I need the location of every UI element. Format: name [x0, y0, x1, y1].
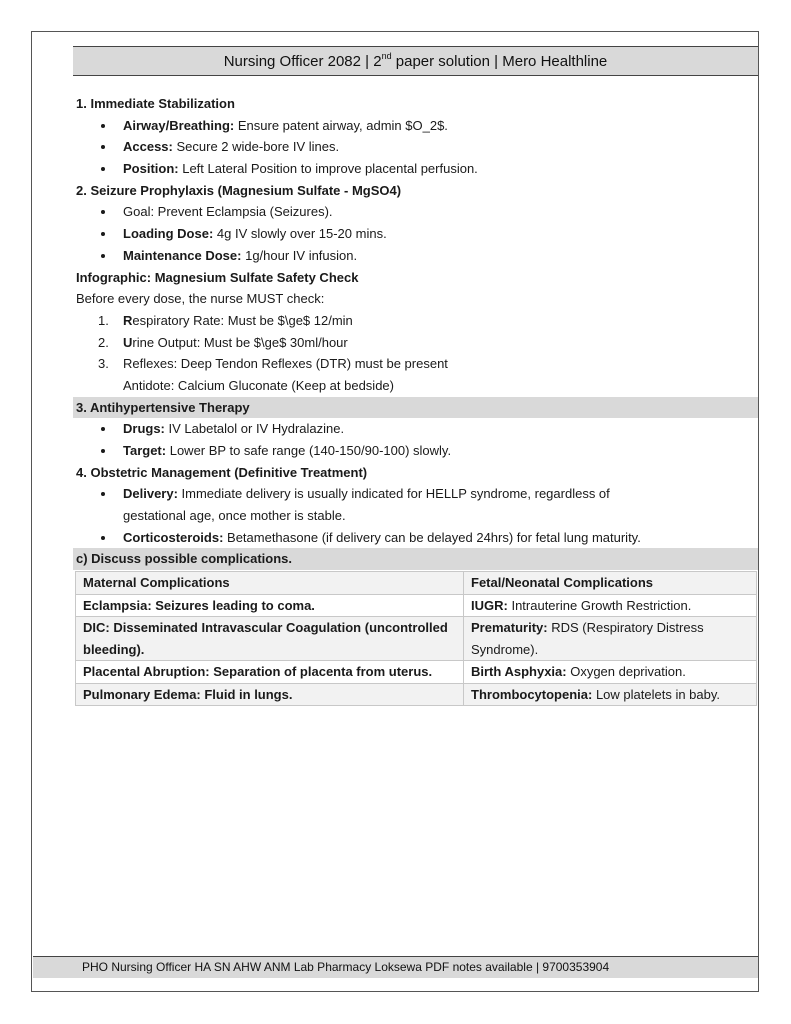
- section-heading: 3. Antihypertensive Therapy: [73, 397, 758, 419]
- check-item: 1. Respiratory Rate: Must be $\ge$ 12/min: [98, 312, 353, 328]
- column-header-fetal: Fetal/Neonatal Complications: [464, 572, 757, 595]
- header-title: Nursing Officer 2082 | 2nd paper solution | Mero Healthline: [223, 51, 608, 70]
- page-footer: PHO Nursing Officer HA SN AHW ANM Lab Pharmacy Loksewa PDF notes available | 9700353904: [33, 956, 758, 978]
- antidote-note: Antidote: Calcium Gluconate (Keep at bedside): [123, 377, 394, 393]
- fetal-cell: Prematurity: RDS (Respiratory Distress Syndrome).: [464, 617, 757, 661]
- list-item: Loading Dose: 4g IV slowly over 15-20 mins.: [76, 223, 758, 245]
- list-item: Corticosteroids: Betamethasone (if delivery can be delayed 24hrs) for fetal lung maturity.: [76, 527, 758, 549]
- list-item: Target: Lower BP to safe range (140-150/90-100) slowly.: [76, 440, 758, 462]
- table-row: [76, 661, 757, 684]
- table-row: [76, 617, 757, 661]
- maternal-cell: Pulmonary Edema: Fluid in lungs.: [76, 683, 464, 706]
- maternal-cell: Eclampsia: Seizures leading to coma.: [76, 594, 464, 617]
- list-item-continuation: gestational age, once mother is stable.: [123, 508, 346, 524]
- check-item: 2. Urine Output: Must be $\ge$ 30ml/hour: [98, 334, 348, 350]
- list-item: Airway/Breathing: Ensure patent airway, admin $O_2$.: [76, 115, 758, 137]
- section-heading: 4. Obstetric Management (Definitive Treatment): [76, 464, 368, 480]
- infographic-heading: Infographic: Magnesium Sulfate Safety Check: [76, 269, 359, 285]
- complications-heading: c) Discuss possible complications.: [73, 548, 758, 570]
- infographic-intro: Before every dose, the nurse MUST check:: [76, 291, 325, 307]
- complications-table: [75, 571, 757, 706]
- section-heading: 1. Immediate Stabilization: [76, 96, 235, 111]
- column-header-maternal: Maternal Complications: [76, 572, 464, 595]
- table-row: [76, 683, 757, 706]
- list-item: Position: Left Lateral Position to improve placental perfusion.: [76, 158, 758, 180]
- maternal-cell: DIC: Disseminated Intravascular Coagulation (uncontrolled bleeding).: [76, 617, 464, 661]
- list-item: Maintenance Dose: 1g/hour IV infusion.: [76, 245, 758, 267]
- document-body: [76, 93, 758, 570]
- table-row: [76, 594, 757, 617]
- fetal-cell: Birth Asphyxia: Oxygen deprivation.: [464, 661, 757, 684]
- section-heading: 2. Seizure Prophylaxis (Magnesium Sulfate - MgSO4): [76, 182, 402, 198]
- list-item: Goal: Prevent Eclampsia (Seizures).: [76, 201, 758, 223]
- check-item: 3. Reflexes: Deep Tendon Reflexes (DTR) must be present: [98, 356, 448, 372]
- list-item: Access: Secure 2 wide-bore IV lines.: [76, 136, 758, 158]
- list-item: Delivery: Immediate delivery is usually indicated for HELLP syndrome, regardless of: [76, 483, 758, 505]
- page-header: [73, 46, 758, 76]
- fetal-cell: Thrombocytopenia: Low platelets in baby.: [464, 683, 757, 706]
- table-header-row: [76, 572, 757, 595]
- maternal-cell: Placental Abruption: Separation of placenta from uterus.: [76, 661, 464, 684]
- fetal-cell: IUGR: Intrauterine Growth Restriction.: [464, 594, 757, 617]
- list-item: Drugs: IV Labetalol or IV Hydralazine.: [76, 418, 758, 440]
